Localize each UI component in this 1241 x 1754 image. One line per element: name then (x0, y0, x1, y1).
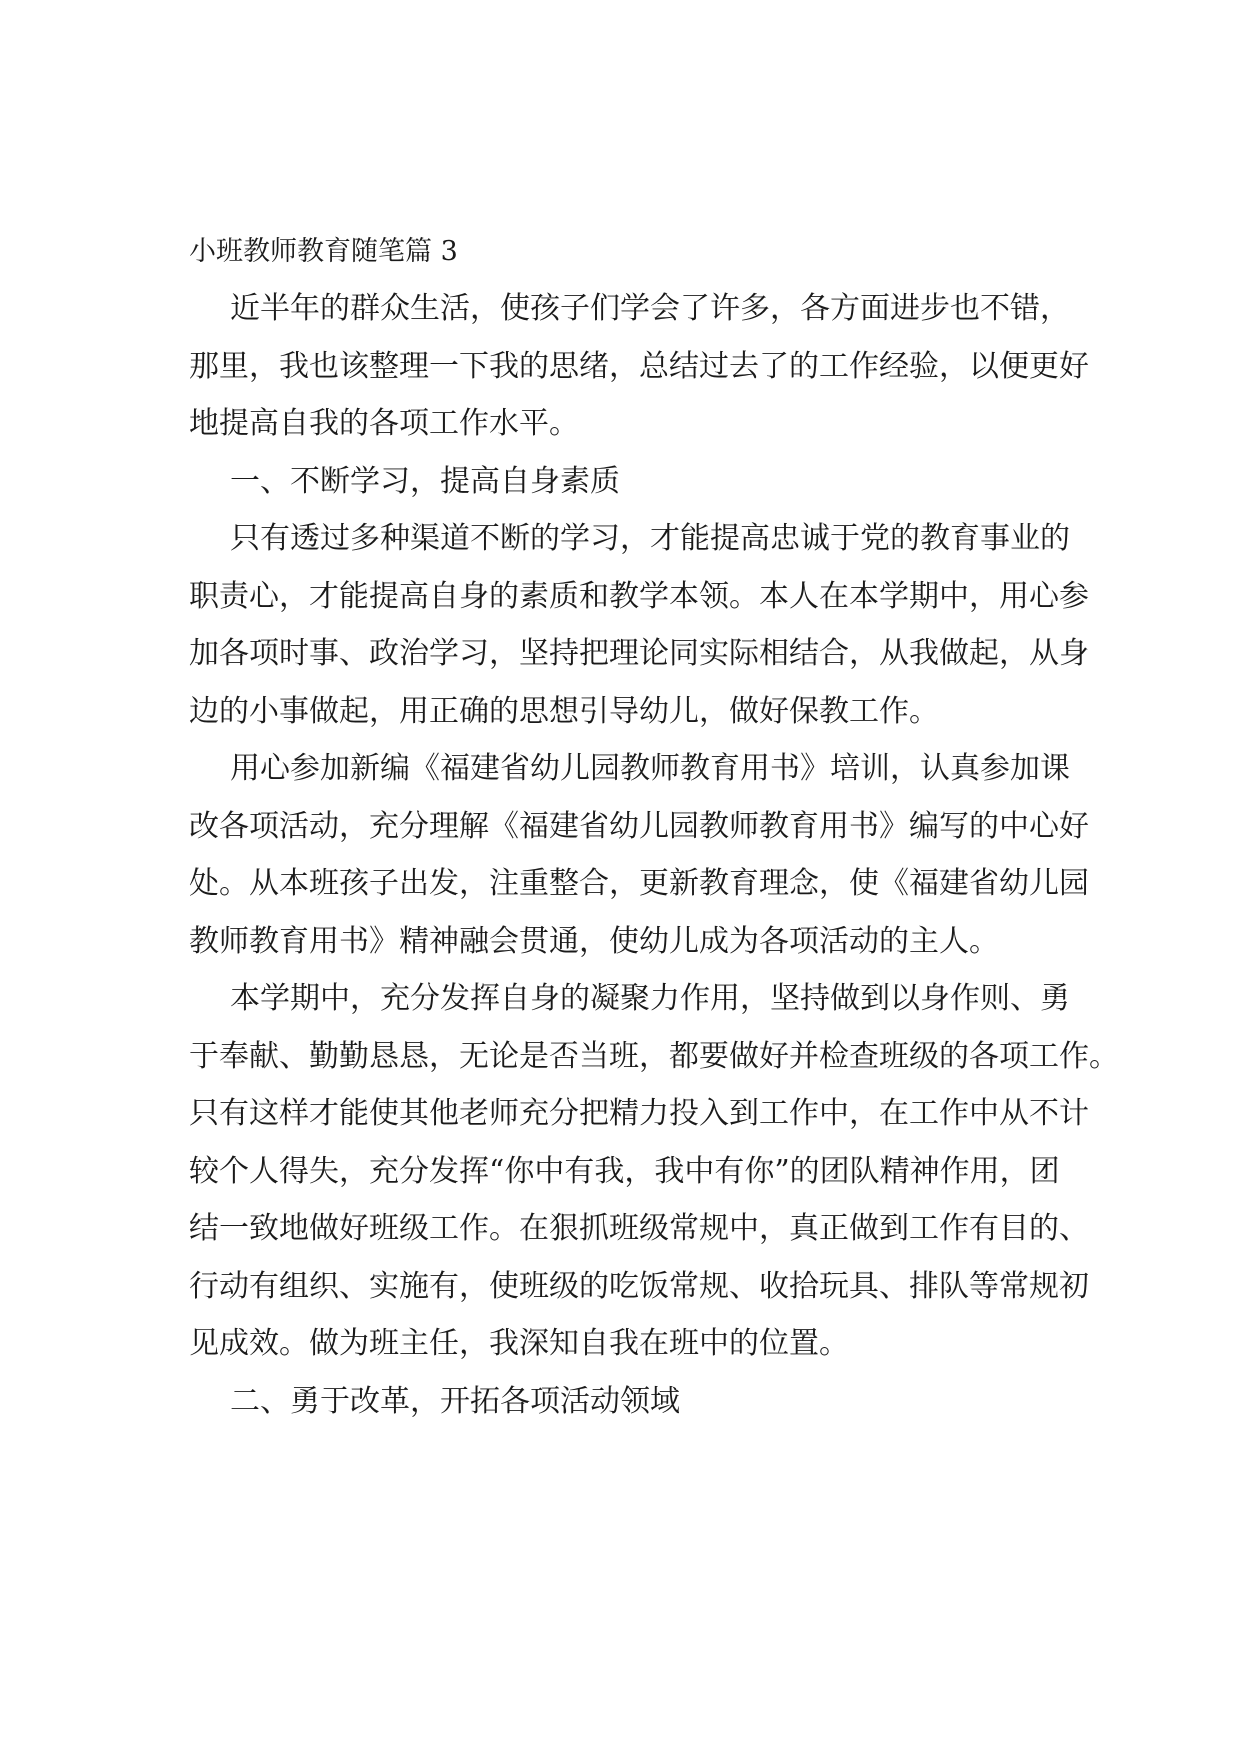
paragraph-line: 边的小事做起，用正确的思想引导幼儿，做好保教工作。 (189, 694, 939, 729)
paragraph-line: 于奉献、勤勤恳恳，无论是否当班，都要做好并检查班级的各项工作。 (189, 1039, 1119, 1074)
paragraph-line: 教师教育用书》精神融会贯通，使幼儿成为各项活动的主人。 (189, 924, 999, 959)
paragraph-line: 见成效。做为班主任，我深知自我在班中的位置。 (189, 1326, 849, 1361)
paragraph-line: 只有这样才能使其他老师充分把精力投入到工作中，在工作中从不计 (189, 1096, 1089, 1131)
paragraph-line: 处。从本班孩子出发，注重整合，更新教育理念，使《福建省幼儿园 (189, 866, 1089, 901)
paragraph-line: 行动有组织、实施有，使班级的吃饭常规、收拾玩具、排队等常规初 (189, 1269, 1089, 1304)
paragraph-line: 那里，我也该整理一下我的思绪，总结过去了的工作经验，以便更好 (189, 349, 1089, 384)
section-heading: 二、勇于改革，开拓各项活动领域 (230, 1384, 680, 1419)
paragraph-line: 地提高自我的各项工作水平。 (189, 406, 579, 441)
paragraph-line: 加各项时事、政治学习，坚持把理论同实际相结合，从我做起，从身 (189, 636, 1089, 671)
paragraph-line: 职责心，才能提高自身的素质和教学本领。本人在本学期中，用心参 (189, 579, 1089, 614)
paragraph-line: 用心参加新编《福建省幼儿园教师教育用书》培训，认真参加课 (230, 751, 1070, 786)
paragraph-line: 近半年的群众生活，使孩子们学会了许多，各方面进步也不错， (230, 291, 1070, 326)
document-title: 小班教师教育随笔篇 3 (189, 236, 458, 267)
paragraph-line: 只有透过多种渠道不断的学习，才能提高忠诚于党的教育事业的 (230, 521, 1070, 556)
section-heading: 一、不断学习，提高自身素质 (230, 464, 620, 499)
paragraph-line: 结一致地做好班级工作。在狠抓班级常规中，真正做到工作有目的、 (189, 1211, 1089, 1246)
paragraph-line: 本学期中，充分发挥自身的凝聚力作用，坚持做到以身作则、勇 (230, 981, 1070, 1016)
paragraph-line: 改各项活动，充分理解《福建省幼儿园教师教育用书》编写的中心好 (189, 809, 1089, 844)
paragraph-line: 较个人得失，充分发挥“你中有我，我中有你”的团队精神作用，团 (189, 1154, 1060, 1189)
